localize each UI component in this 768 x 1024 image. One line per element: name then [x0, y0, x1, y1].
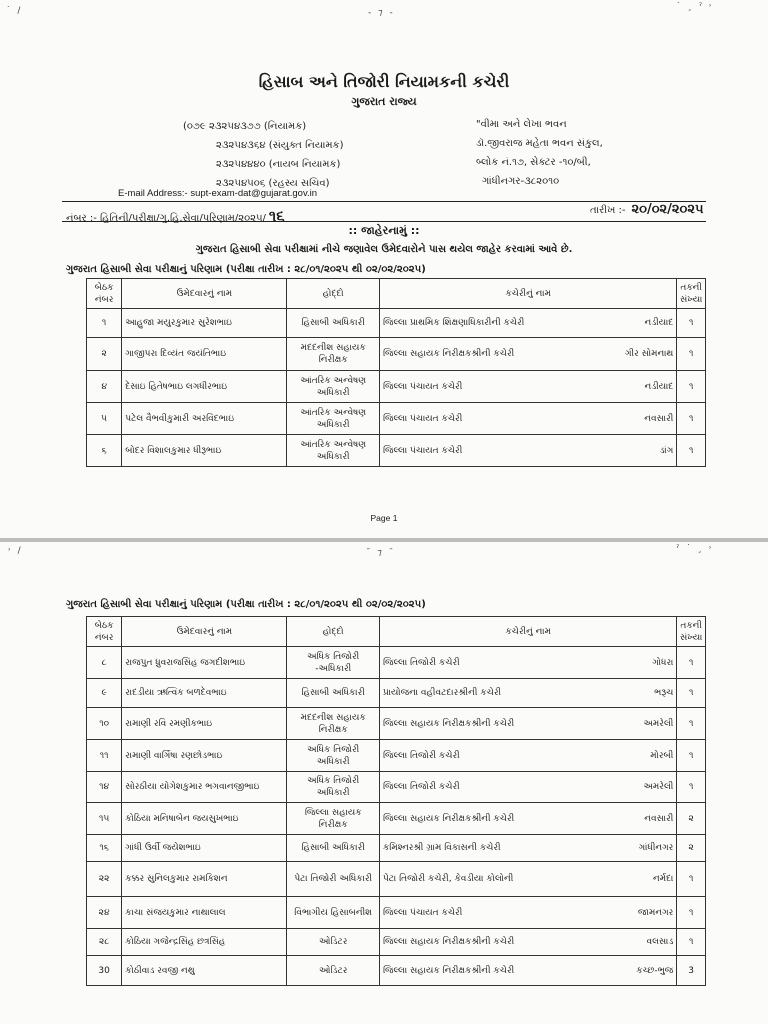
- cell-candidate-name: પટેલ વૈભવીકુમારી અરવિંદભાઇ: [122, 403, 287, 435]
- office-address: [476, 115, 603, 191]
- cell-seat-number: ૯: [87, 679, 122, 708]
- phone-line: ૨૩૨૫૪૫૦૬ (રહસ્ય સચિવ): [216, 178, 330, 189]
- table-row: [87, 435, 706, 467]
- cell-candidate-name: સોરઠીયા યોગેશકુમાર ભગવાનજીભાઇ: [122, 772, 287, 803]
- cell-place: ગાંધીનગર: [528, 835, 677, 862]
- table-header-row: [87, 617, 706, 647]
- cell-post: ઓડિટર: [287, 956, 380, 986]
- scan-mark: - ⁊ -: [368, 8, 395, 18]
- scan-mark: ˒ /: [8, 546, 23, 556]
- cell-place: કચ્છ-ભુજ: [528, 956, 677, 986]
- table-row: [87, 956, 706, 986]
- col-seat-number: બેઠક નંબર: [87, 279, 122, 309]
- cell-office-name: જિલ્લા સહાયક નિરીક્ષકશ્રીની કચેરી: [379, 803, 528, 835]
- result-table: [86, 616, 706, 986]
- email-address: E-mail Address:- supt-exam-dat@gujarat.gov.in: [118, 188, 318, 199]
- table-row: [87, 403, 706, 435]
- phone-line: (૦૭૯ ૨૩૨૫૪૩૭૭ (નિયામક): [183, 121, 307, 132]
- table-row: [87, 309, 706, 338]
- cell-place: નડીયાદ: [528, 371, 677, 403]
- divider: [62, 221, 706, 222]
- cell-place: નવસારી: [528, 803, 677, 835]
- cell-seat-number: ૨૪: [87, 897, 122, 929]
- cell-candidate-name: રાજપુત ધ્રુવરાજસિંહ જગદીશભાઇ: [122, 647, 287, 679]
- cell-place: નર્મદા: [528, 862, 677, 897]
- cell-post: આંતરિક અન્વેષણ અધિકારી: [287, 371, 380, 403]
- cell-post: પેટા તિજોરી અધિકારી: [287, 862, 380, 897]
- cell-place: ગોધરા: [528, 647, 677, 679]
- cell-post: અધિક તિજોરી -અધિકારી: [287, 647, 380, 679]
- cell-place: જામનગર: [528, 897, 677, 929]
- cell-candidate-name: કક્કર સુનિલકુમાર રામકિશન: [122, 862, 287, 897]
- cell-attempt-count: ૧: [677, 772, 706, 803]
- cell-post: જિલ્લા સહાયક નિરીક્ષક: [287, 803, 380, 835]
- col-attempt-count: તકની સંખ્યા: [677, 617, 706, 647]
- cell-post: અધિક તિજોરી અધિકારી: [287, 772, 380, 803]
- office-title: હિસાબ અને તિજોરી નિયામકની કચેરી: [258, 72, 510, 91]
- table-row: [87, 647, 706, 679]
- cell-place: નડીયાદ: [528, 309, 677, 338]
- state-name: ગુજરાત રાજ્ય: [351, 95, 417, 108]
- table-row: [87, 740, 706, 772]
- result-rows: [87, 647, 706, 986]
- col-candidate-name: ઉમેદવારનું નામ: [122, 617, 287, 647]
- cell-place: મોરબી: [528, 740, 677, 772]
- cell-seat-number: ૧૦: [87, 708, 122, 740]
- cell-seat-number: ૧૧: [87, 740, 122, 772]
- cell-place: ડાંગ: [528, 435, 677, 467]
- cell-office-name: જિલ્લા પ્રાથમિક શિક્ષણાધિકારીની કચેરી: [379, 309, 528, 338]
- cell-place: અમરેલી: [528, 708, 677, 740]
- col-office-name: કચેરીનું નામ: [379, 617, 676, 647]
- cell-office-name: કમિશ્નરશ્રી ગ્રામ વિકાસની કચેરી: [379, 835, 528, 862]
- cell-candidate-name: રામાણી વાર્ગિષા રણછોડભાઇ: [122, 740, 287, 772]
- cell-attempt-count: ૧: [677, 679, 706, 708]
- cell-attempt-count: 3: [677, 956, 706, 986]
- cell-post: હિસાબી અધિકારી: [287, 309, 380, 338]
- cell-seat-number: ૧: [87, 309, 122, 338]
- reference-handwritten: ૧૬: [268, 207, 285, 225]
- cell-post: હિસાબી અધિકારી: [287, 835, 380, 862]
- cell-office-name: જિલ્લા તિજોરી કચેરી: [379, 740, 528, 772]
- cell-candidate-name: આહુજા મયુરકુમાર સુરેશભાઇ: [122, 309, 287, 338]
- scan-mark: ˙ /: [6, 6, 23, 16]
- cell-post: આંતરિક અન્વેષણ અધિકારી: [287, 435, 380, 467]
- cell-attempt-count: ૨: [677, 835, 706, 862]
- col-post: હોદ્દો: [287, 279, 380, 309]
- cell-post: આંતરિક અન્વેષણ અધિકારી: [287, 403, 380, 435]
- cell-candidate-name: કોઠિયા ગજેન્દ્રસિંહ છત્રસિંહ: [122, 929, 287, 956]
- col-attempt-count: તકની સંખ્યા: [677, 279, 706, 309]
- date-label: તારીખ :-: [590, 205, 626, 216]
- cell-seat-number: ૬: [87, 435, 122, 467]
- cell-seat-number: ૨૨: [87, 862, 122, 897]
- cell-candidate-name: બોદર વિશાલકુમાર ધીરૂભાઇ: [122, 435, 287, 467]
- cell-place: નવસારી: [528, 403, 677, 435]
- cell-candidate-name: રાદડીયા ઋત્વિક બળદેવભાઇ: [122, 679, 287, 708]
- phone-line: ૨૩૨૫૪૩૬૪ (સંયુક્ત નિયામક): [216, 140, 344, 151]
- cell-place: અમરેલી: [528, 772, 677, 803]
- table-row: [87, 862, 706, 897]
- cell-attempt-count: ૧: [677, 897, 706, 929]
- cell-seat-number: ૨૮: [87, 929, 122, 956]
- cell-attempt-count: ૧: [677, 403, 706, 435]
- cell-post: વિભાગીય હિસાબનીશ: [287, 897, 380, 929]
- reference-date: [590, 202, 704, 217]
- table-row: [87, 772, 706, 803]
- cell-office-name: જિલ્લા સહાયક નિરીક્ષકશ્રીની કચેરી: [379, 338, 528, 371]
- document-page-2: [0, 542, 768, 1024]
- cell-attempt-count: ૧: [677, 862, 706, 897]
- result-table: [86, 278, 706, 467]
- result-title: ગુજરાત હિસાબી સેવા પરીક્ષાનું પરિણામ (પરીક્ષા તારીખ : ૨૮/૦૧/૨૦૨૫ થી ૦૨/૦૨/૨૦૨૫): [66, 264, 426, 275]
- scan-mark: ˀ ˙ ¸ ˒: [676, 544, 714, 554]
- notice-title: :: જાહેરનામું ::: [348, 224, 420, 237]
- notice-intro: ગુજરાત હિસાબી સેવા પરીક્ષામાં નીચે જણાવેલ ઉમેદવારોને પાસ થયેલ જાહેર કરવામાં આવે છે.: [195, 244, 573, 255]
- scan-mark: ˉ ⁊ ˉ: [366, 548, 396, 558]
- cell-attempt-count: ૧: [677, 929, 706, 956]
- result-title: ગુજરાત હિસાબી સેવા પરીક્ષાનું પરિણામ (પરીક્ષા તારીખ : ૨૮/૦૧/૨૦૨૫ થી ૦૨/૦૨/૨૦૨૫): [66, 599, 426, 610]
- table-header-row: [87, 279, 706, 309]
- cell-seat-number: ૫: [87, 403, 122, 435]
- cell-office-name: જિલ્લા પંચાયત કચેરી: [379, 897, 528, 929]
- cell-post: મદદનીશ સહાયક નિરીક્ષક: [287, 338, 380, 371]
- address-line: "વીમા અને લેખા ભવન: [476, 119, 567, 130]
- result-rows: [87, 309, 706, 467]
- cell-place: ગીર સોમનાથ: [528, 338, 677, 371]
- scan-mark: ˙ ¸ ˀ ˒: [676, 2, 714, 12]
- table-row: [87, 835, 706, 862]
- cell-candidate-name: ગાજીપરા દિવ્યંત જયંતિભાઇ: [122, 338, 287, 371]
- address-line: બ્લોક નં.૧૭, સેક્ટર -૧૦/બી,: [476, 157, 591, 168]
- cell-attempt-count: ૧: [677, 708, 706, 740]
- cell-candidate-name: રામાણી રવિ રમણીકભાઇ: [122, 708, 287, 740]
- cell-seat-number: ૧૪: [87, 772, 122, 803]
- table-row: [87, 371, 706, 403]
- cell-office-name: જિલ્લા પંચાયત કચેરી: [379, 403, 528, 435]
- cell-attempt-count: ૧: [677, 740, 706, 772]
- cell-attempt-count: ૧: [677, 435, 706, 467]
- cell-office-name: જિલ્લા સહાયક નિરીક્ષકશ્રીની કચેરી: [379, 929, 528, 956]
- cell-post: હિસાબી અધિકારી: [287, 679, 380, 708]
- cell-office-name: જિલ્લા તિજોરી કચેરી: [379, 772, 528, 803]
- table-row: [87, 897, 706, 929]
- cell-post: ઓડિટર: [287, 929, 380, 956]
- col-seat-number: બેઠક નંબર: [87, 617, 122, 647]
- col-office-name: કચેરીનું નામ: [379, 279, 676, 309]
- cell-attempt-count: ૨: [677, 803, 706, 835]
- table-row: [87, 679, 706, 708]
- page-number: Page 1: [370, 513, 398, 523]
- cell-seat-number: ૨: [87, 338, 122, 371]
- reference-label: નંબર :- હિતિની/પરીક્ષા/ગુ.હિ.સેવા/પરિણામ/૨૦૨૫/: [66, 213, 266, 224]
- col-candidate-name: ઉમેદવારનું નામ: [122, 279, 287, 309]
- cell-seat-number: 30: [87, 956, 122, 986]
- cell-office-name: જિલ્લા તિજોરી કચેરી: [379, 647, 528, 679]
- cell-post: અધિક તિજોરી અધિકારી: [287, 740, 380, 772]
- cell-attempt-count: ૧: [677, 647, 706, 679]
- table-row: [87, 708, 706, 740]
- cell-seat-number: ૧૫: [87, 803, 122, 835]
- address-line: ડૉ.જીવરાજ મહેતા ભવન સંકુલ,: [476, 138, 603, 149]
- cell-seat-number: ૮: [87, 647, 122, 679]
- cell-attempt-count: ૧: [677, 309, 706, 338]
- cell-candidate-name: કાચા સંજયકુમાર નાથાલાલ: [122, 897, 287, 929]
- phone-numbers: [183, 117, 343, 193]
- cell-office-name: પ્રાયોજના વહીવટદારશ્રીની કચેરી: [379, 679, 528, 708]
- date-handwritten: ૨૦/૦૨/૨૦૨૫: [631, 202, 704, 217]
- table-row: [87, 803, 706, 835]
- reference-number: [66, 207, 285, 225]
- cell-office-name: જિલ્લા પંચાયત કચેરી: [379, 435, 528, 467]
- cell-post: મદદનીશ સહાયક નિરીક્ષક: [287, 708, 380, 740]
- cell-candidate-name: કોઠીવાડ રવજી નથુ: [122, 956, 287, 986]
- cell-office-name: જિલ્લા સહાયક નિરીક્ષકશ્રીની કચેરી: [379, 708, 528, 740]
- cell-seat-number: ૧૬: [87, 835, 122, 862]
- cell-place: વલસાડ: [528, 929, 677, 956]
- cell-office-name: જિલ્લા પંચાયત કચેરી: [379, 371, 528, 403]
- cell-candidate-name: કોઠિયા મનિષાબેન જયસુખભાઇ: [122, 803, 287, 835]
- phone-line: ૨૩૨૫૪૪૪૦ (નાયબ નિયામક): [216, 159, 341, 170]
- table-row: [87, 338, 706, 371]
- cell-seat-number: ૪: [87, 371, 122, 403]
- cell-place: ભરૂચ: [528, 679, 677, 708]
- cell-attempt-count: ૧: [677, 371, 706, 403]
- cell-office-name: પેટા તિજોરી કચેરી, કેવડીયા કોલોની: [379, 862, 528, 897]
- cell-office-name: જિલ્લા સહાયક નિરીક્ષકશ્રીની કચેરી: [379, 956, 528, 986]
- cell-candidate-name: દેસાઇ હિતેષભાઇ લગધીરભાઇ: [122, 371, 287, 403]
- col-post: હોદ્દો: [287, 617, 380, 647]
- cell-candidate-name: ગાંધી ઉર્વી જયેશભાઇ: [122, 835, 287, 862]
- cell-attempt-count: ૧: [677, 338, 706, 371]
- address-line: ગાંધીનગર-૩૮૨૦૧૦: [482, 176, 560, 187]
- table-row: [87, 929, 706, 956]
